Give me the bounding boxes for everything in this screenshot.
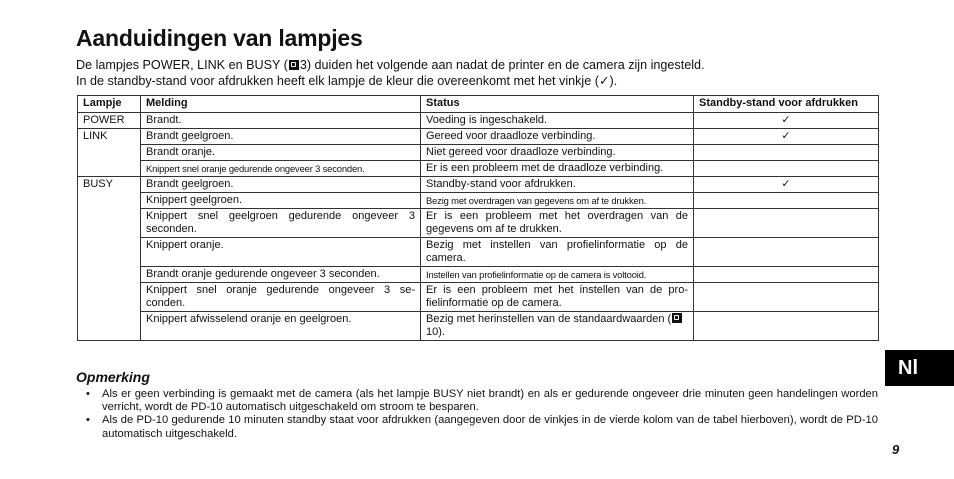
message-cell: Knippert snel oranje gedurende ongeveer 3 se-conden. [141,283,421,312]
intro-line-2 [76,73,886,89]
status-cell: Gereed voor draadloze verbinding. [421,129,694,145]
message-cell: Brandt geelgroen. [141,177,421,193]
status-cell: Bezig met overdragen van gegevens om af te drukken. [421,193,694,209]
column-header-message: Melding [141,96,421,113]
message-cell: Brandt. [141,113,421,129]
table-row [78,238,879,267]
page-reference-icon [289,60,299,70]
standby-check-cell [694,267,879,283]
table-row [78,283,879,312]
standby-check-cell [694,193,879,209]
message-cell: Knippert snel oranje gedurende ongeveer 3 seconden. [141,161,421,177]
lamp-cell-busy: BUSY [78,177,141,341]
intro-line-1 [76,57,886,73]
intro-line-2-part-b: ). [609,74,618,88]
list-item: • Als er geen verbinding is gemaakt met de camera (als het lampje BUSY niet brandt) en als er gedurende ongeveer drie minuten geen handelingen worden verricht, wordt de PD-10 automatisch uitgeschakeld om stroom te besparen. [86,388,878,414]
table-row [78,161,879,177]
note-heading: Opmerking [76,369,150,385]
status-cell: Er is een probleem met de draadloze verbinding. [421,161,694,177]
status-text-part-a: Bezig met herinstellen van de standaardwaarden ( [426,313,672,325]
message-cell: Brandt oranje. [141,145,421,161]
status-cell: Bezig met instellen van profielinformatie op de camera. [421,238,694,267]
standby-check-cell [694,161,879,177]
table-row [78,113,879,129]
lamp-cell-link: LINK [78,129,141,177]
table-row [78,209,879,238]
page-number: 9 [892,442,900,457]
status-cell [421,312,694,341]
table-row [78,145,879,161]
checkmark-icon: ✓ [598,74,610,88]
status-cell: Niet gereed voor draadloze verbinding. [421,145,694,161]
table-row [78,129,879,145]
message-cell: Knippert geelgroen. [141,193,421,209]
status-cell: Er is een probleem met het instellen van de pro-fielinformatie op de camera. [421,283,694,312]
intro-line-1-part-a: De lampjes POWER, LINK en BUSY ( [76,58,288,72]
message-cell: Brandt oranje gedurende ongeveer 3 seconden. [141,267,421,283]
table-row [78,267,879,283]
standby-check-cell [694,283,879,312]
table-header-row [78,96,879,113]
message-cell: Knippert oranje. [141,238,421,267]
lamp-indications-table [77,95,879,341]
column-header-status: Status [421,96,694,113]
status-text-part-b: 10). [426,326,445,338]
standby-check-cell [694,312,879,341]
page-title: Aanduidingen van lampjes [76,25,363,51]
standby-check-cell: ✓ [694,177,879,193]
status-cell: Er is een probleem met het overdragen van de gegevens om af te drukken. [421,209,694,238]
column-header-standby: Standby-stand voor afdrukken [694,96,879,113]
intro-line-1-part-b: 3) duiden het volgende aan nadat de printer en de camera zijn ingesteld. [299,58,705,72]
table-row [78,312,879,341]
standby-check-cell [694,145,879,161]
standby-check-cell [694,238,879,267]
status-cell: Instellen van profielinformatie op de camera is voltooid. [421,267,694,283]
status-cell: Voeding is ingeschakeld. [421,113,694,129]
status-cell: Standby-stand voor afdrukken. [421,177,694,193]
standby-check-cell [694,209,879,238]
list-item: • Als de PD-10 gedurende 10 minuten standby staat voor afdrukken (aangegeven door de vinkjes in de vierde kolom van de tabel hierboven), wordt de PD-10 automatisch uitgeschakeld. [86,414,878,440]
intro-text [76,57,886,89]
note-list [86,388,878,441]
intro-line-2-part-a: In de standby-stand voor afdrukken heeft elk lampje de kleur die overeenkomt met het vinkje ( [76,74,599,88]
standby-check-cell: ✓ [694,113,879,129]
table-row [78,193,879,209]
language-tab: Nl [885,350,954,386]
column-header-lamp: Lampje [78,96,141,113]
lamp-cell-power: POWER [78,113,141,129]
message-cell: Knippert snel geelgroen gedurende ongeveer 3 seconden. [141,209,421,238]
page-reference-icon [672,313,682,323]
standby-check-cell: ✓ [694,129,879,145]
message-cell: Brandt geelgroen. [141,129,421,145]
message-cell: Knippert afwisselend oranje en geelgroen. [141,312,421,341]
table-row [78,177,879,193]
